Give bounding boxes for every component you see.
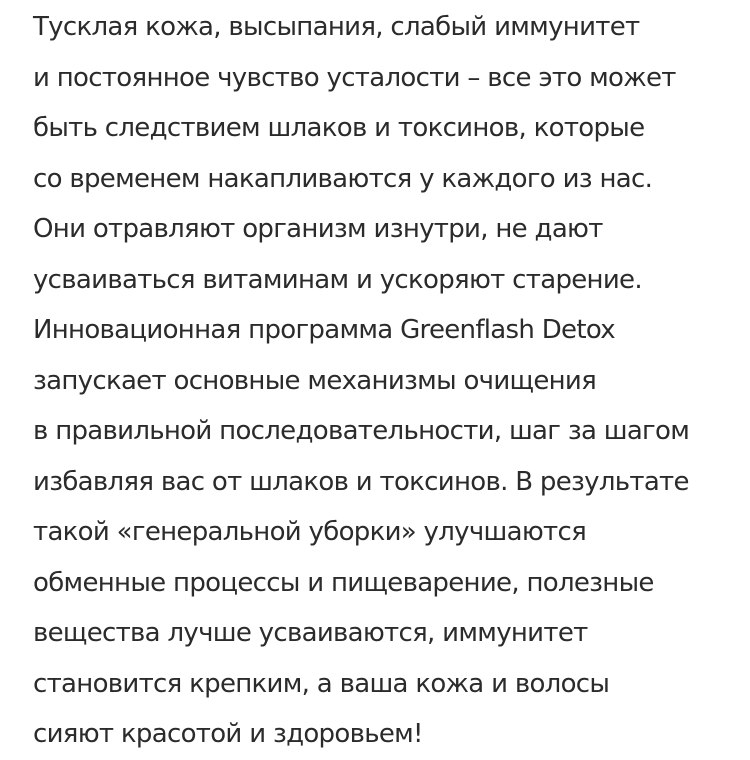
paragraph-line: избавляя вас от шлаков и токсинов. В результате — [33, 466, 689, 497]
paragraph-line: становится крепким, а ваша кожа и волосы — [33, 668, 610, 699]
body-paragraph — [33, 2, 733, 760]
paragraph-line: Они отравляют организм изнутри, не дают — [33, 214, 603, 244]
paragraph-line: Инновационная программа Greenflash Detox — [33, 315, 615, 345]
paragraph-line: в правильной последовательности, шаг за шагом — [33, 416, 690, 446]
paragraph-line: и постоянное чувство усталости – все это может — [33, 62, 676, 93]
paragraph-line: сияют красотой и здоровьем! — [33, 719, 423, 749]
paragraph-line: усваиваться витаминам и ускоряют старение. — [33, 264, 642, 295]
paragraph-line: быть следствием шлаков и токсинов, которые — [33, 113, 645, 143]
paragraph-line: такой «генеральной уборки» улучшаются — [33, 517, 587, 547]
paragraph-line: Тусклая кожа, высыпания, слабый иммунитет — [33, 12, 640, 42]
paragraph-line: запускает основные механизмы очищения — [33, 365, 597, 396]
paragraph-line: обменные процессы и пищеварение, полезные — [33, 567, 654, 598]
paragraph-line: вещества лучше усваиваются, иммунитет — [33, 618, 588, 648]
paragraph-line: со временем накапливаются у каждого из нас. — [33, 163, 653, 194]
